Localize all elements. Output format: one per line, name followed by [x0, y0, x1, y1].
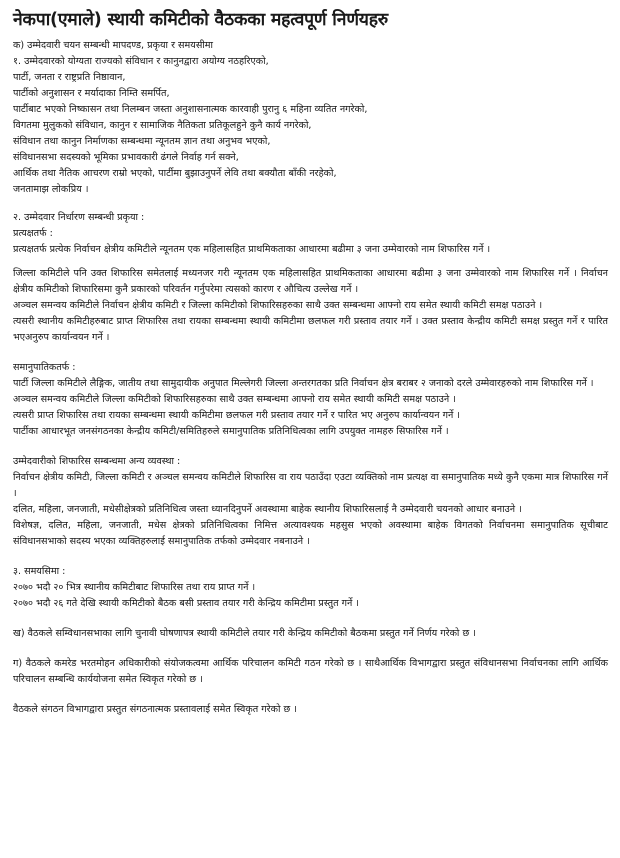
proportional-paragraph: त्यसरी प्राप्त शिफारिस तथा रायका सम्बन्धमा स्थायी कमिटीमा छलफल गरी प्रस्ताव तयार गर्ने र पारित भए अनुरुप कार्यान्वयन गर्ने । — [13, 410, 461, 421]
proportional-paragraph: अञ्चल समन्वय कमिटीले जिल्ला कमिटीको शिफारिसहरुका साथै उक्त सम्बन्धमा आफ्नो राय समेत स्थायी कमिटी समक्ष पठाउने । — [13, 394, 456, 405]
criteria-item: पार्टी, जनता र राष्ट्रप्रति निष्ठावान, — [13, 72, 126, 83]
criteria-item: संविधानसभा सदस्यको भूमिका प्रभावकारी ढंगले निर्वाह गर्न सक्ने, — [13, 152, 239, 163]
section-ka-heading: क) उम्मेदवारी चयन सम्बन्धी मापदण्ड, प्रकृया र समयसीमा — [13, 40, 214, 51]
timeline-item: २०७० भदौ २६ गते देखि स्थायी कमिटीको बैठक बसी प्रस्ताव तयार गरी केन्द्रिय कमिटीमा प्रस्तुत गर्ने । — [13, 598, 360, 609]
criteria-item: संविधान तथा कानुन निर्माणका सम्बन्धमा न्यूनतम ज्ञान तथा अनुभव भएको, — [13, 136, 271, 147]
direct-paragraph: त्यसरी स्थानीय कमिटीहरुबाट प्राप्त शिफारिस तथा रायका सम्बन्धमा स्थायी कमिटीमा छलफल गरी प्रस्ताव तयार गर्ने । उक्त प्रस्ताव केन्द्रीय कमिटी समक्ष प्रस्तुत गर्ने र पारित भएअनुरुप कार्यान्वयन गर्ने । — [13, 316, 608, 343]
other-provisions-paragraph: दलित, महिला, जनजाती, मधेसीक्षेत्रको प्रतिनिधित्व जस्ता ध्यानदिनुपर्ने अवस्थामा बाहेक स्थानीय शिफारिसलाई नै उम्मेदवारी चयनको आधार बनाउने । — [13, 504, 522, 515]
other-provisions-paragraph: विशेषज्ञ, दलित, महिला, जनजाती, मधेस क्षेत्रको प्रतिनिधित्वका निमित्त अत्यावश्यक महसुस भएको अवस्थामा बाहेक विगतको निर्वाचनमा समानुपातिक सूचीबाट संविधानसभाको सदस्य भएका व्यक्तिहरुलाई समानुपातिक तर्फको उम्मेदवार नबनाउने । — [13, 520, 608, 547]
section-ga: ग) वैठकले कमरेड भरतमोहन अधिकारीको संयोजकत्वमा आर्थिक परिचालन कमिटी गठन गरेको छ । साथैआर्थिक विभागद्वारा प्रस्तुत संविधानसभा निर्वाचनका लागि आर्थिक परिचालन सम्बन्धि कार्ययोजना समेत स्विकृत गरेको छ । — [13, 658, 608, 685]
direct-paragraph: अञ्चल समन्वय कमिटीले निर्वाचन क्षेत्रीय कमिटी र जिल्ला कमिटीको शिफारिसहरुका साथै उक्त सम्बन्धमा आफ्नो राय समेत स्थायी कमिटी समक्ष पठाउने । — [13, 300, 543, 311]
criteria-heading: १. उम्मेदवारको योग्यता राज्यको संविधान र कानुनद्वारा अयोग्य नठहरिएको, — [13, 56, 269, 67]
other-provisions-paragraph: निर्वाचन क्षेत्रीय कमिटी, जिल्ला कमिटी र अञ्चल समन्वय कमिटीले शिफारिस वा राय पठाउँदा एउटा व्यक्तिको नाम प्रत्यक्ष वा समानुपातिक मध्ये कुनै एकमा मात्र शिफारिस गर्ने । — [13, 472, 608, 499]
timeline-item: २०७० भदौ २० भित्र स्थानीय कमिटीबाट शिफारिस तथा राय प्राप्त गर्ने । — [13, 582, 256, 593]
proportional-paragraph: पार्टीका आधारभूत जनसंगठनका केन्द्रीय कमिटी/समितिहरुले समानुपातिक प्रतिनिधित्वका लागि उपयुक्त नामहरु सिफारिस गर्ने । — [13, 426, 449, 437]
direct-paragraph: जिल्ला कमिटीले पनि उक्त शिफारिस समेतलाई मध्यनजर गरी न्यूनतम एक महिलासहित प्राथमिकताका आधारमा बढीमा ३ जना उम्मेवारको नाम शिफारिस गर्ने । निर्वाचन क्षेत्रीय कमिटीको शिफारिसमा कुनै प्रकारको परिवर्तन गर्नुपरेमा त्यसको कारण र औचित्य उल्लेख गर्ने । — [13, 268, 608, 295]
direct-heading: प्रत्यक्षतर्फ : — [13, 228, 53, 239]
closing-decision: वैठकले संगठन विभागद्वारा प्रस्तुत संगठनात्मक प्रस्तावलाई समेत स्विकृत गरेको छ । — [13, 704, 297, 715]
section-kha: ख) वैठकले सम्विधानसभाका लागि चुनावी घोषणापत्र स्थायी कमिटीले तयार गरी केन्द्रिय कमिटीको बैठकमा प्रस्तुत गर्ने निर्णय गरेको छ । — [13, 628, 476, 639]
page-title: नेकपा(एमाले) स्थायी कमिटीको वैठकका महत्वपूर्ण निर्णयहरु — [13, 10, 389, 30]
process-heading: २. उम्मेदवार निर्धारण सम्बन्धी प्रकृया : — [13, 212, 145, 223]
direct-paragraph: प्रत्यक्षतर्फ प्रत्येक निर्वाचन क्षेत्रीय कमिटीले न्यूनतम एक महिलासहित प्राथमिकताका आधारमा बढीमा ३ जना उम्मेवारको नाम शिफारिस गर्ने । — [13, 244, 491, 255]
criteria-item: विगतमा मुलुकको संविधान, कानुन र सामाजिक नैतिकता प्रतिकूलहुने कुनै कार्य नगरेको, — [13, 120, 312, 131]
criteria-item: जनतामाझ लोकप्रिय । — [13, 184, 89, 195]
other-provisions-heading: उम्मेदवारीको शिफारिस सम्बन्धमा अन्य व्यवस्था : — [13, 456, 181, 467]
timeline-heading: ३. समयसिमा : — [13, 566, 66, 577]
criteria-item: आर्थिक तथा नैतिक आचरण राम्रो भएको, पार्टीमा बुझाउनुपर्ने लेवि तथा बक्यौता बाँकी नरहेको, — [13, 168, 337, 179]
proportional-paragraph: पार्टी जिल्ला कमिटीले लैङ्गिक, जातीय तथा सामुदायीक अनुपात मिल्लेगरी जिल्ला अन्तरगतका प्रति निर्वाचन क्षेत्र बराबर २ जनाको दरले उम्मेवारहरुको नाम शिफारिस गर्ने । — [13, 378, 594, 389]
criteria-item: पार्टीको अनुशासन र मर्यादाका निम्ति समर्पित, — [13, 88, 170, 99]
criteria-item: पार्टीबाट भएको निष्कासन तथा निलम्बन जस्ता अनुशासनात्मक कारवाही पुरानु ६ महिना व्यतित नगरेको, — [13, 104, 368, 115]
proportional-heading: समानुपातिकतर्फ : — [13, 362, 76, 373]
